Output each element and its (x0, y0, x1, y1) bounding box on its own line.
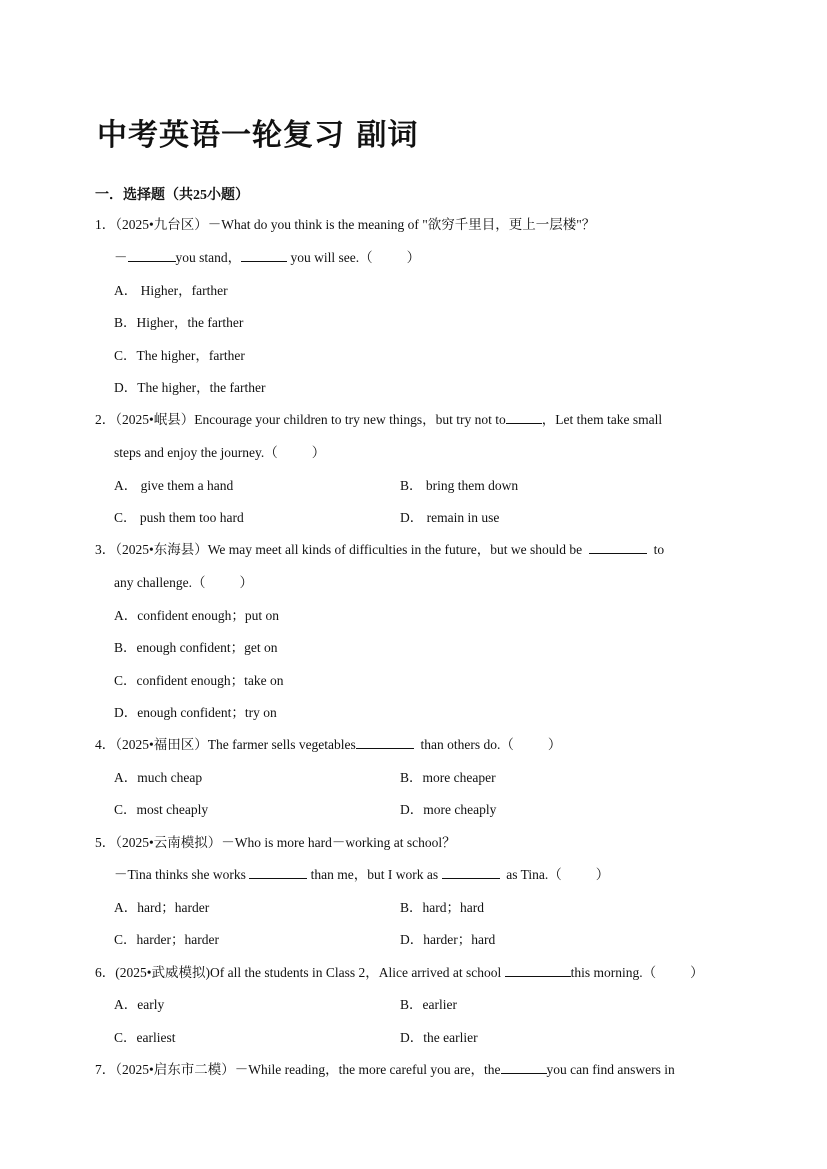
question-2-continuation (114, 444, 325, 462)
page-title: 中考英语一轮复习 副词 (97, 118, 419, 153)
question-2-source: （2025•岷县） (115, 412, 195, 427)
question-5-source: （2025•云南模拟） (115, 835, 222, 850)
question-2-number: 2． (95, 412, 116, 427)
question-5-text: －Who is more hard－working at school？ (221, 835, 456, 850)
option-5c: C．harder；harder (114, 932, 219, 947)
question-3-source: （2025•东海县） (115, 542, 208, 557)
question-1-number: 1． (95, 217, 116, 232)
question-1-stem (95, 216, 595, 234)
question-1-source: （2025•九台区） (115, 217, 208, 232)
answer-blank (241, 249, 287, 262)
question-6-number: 6． (95, 965, 116, 980)
option-1b: B．Higher，the farther (114, 315, 244, 330)
option-4c: C．most cheaply (114, 802, 209, 817)
question-2-text-b: ，Let them take small (541, 412, 663, 427)
answer-blank (249, 866, 307, 879)
question-2-stem (95, 411, 662, 429)
question-4-stem (95, 736, 561, 754)
question-2-paren-close: ） (311, 445, 326, 460)
question-4-paren-close: ） (547, 737, 562, 752)
option-5d: D．harder；hard (400, 932, 496, 947)
question-3-paren-close: ） (239, 575, 253, 590)
option-1c: C．The higher，farther (114, 348, 245, 363)
question-3-text-b: to (653, 542, 665, 557)
section-heading: 一．选择题（共25小题） (95, 188, 249, 203)
question-1-text-b: you stand， (175, 250, 242, 265)
option-3a: A．confident enough；put on (114, 608, 279, 623)
question-4-text-b: than others do.（ (420, 737, 514, 752)
question-6-text-b: this morning.（ (570, 965, 657, 980)
question-5-paren-close: ） (595, 867, 610, 882)
answer-blank (356, 736, 414, 749)
option-3b: B．enough confident；get on (114, 640, 278, 655)
question-4-source: （2025•福田区） (115, 737, 208, 752)
question-2-cont: steps and enjoy the journey.（ (114, 445, 278, 460)
option-3c: C．confident enough；take on (114, 673, 284, 688)
question-7-text: －While reading，the more careful you are，the (234, 1062, 501, 1077)
question-3-stem (95, 541, 664, 559)
question-1-continuation (114, 249, 420, 267)
question-7-number: 7． (95, 1062, 116, 1077)
question-7-source: （2025•启东市二模） (115, 1062, 235, 1077)
option-4d: D．more cheaply (400, 802, 497, 817)
option-6b: B．earlier (400, 997, 457, 1012)
option-2c: C． push them too hard (114, 510, 244, 525)
option-4a: A．much cheap (114, 770, 203, 785)
answer-blank (501, 1061, 547, 1074)
question-6-text: Of all the students in Class 2，Alice arrived at school (209, 965, 502, 980)
answer-blank (506, 411, 542, 424)
question-3-cont: any challenge.（ (114, 575, 206, 590)
option-5b: B．hard；hard (400, 900, 484, 915)
answer-blank (442, 866, 500, 879)
option-1d: D．The higher，the farther (114, 380, 266, 395)
question-7-text-b: you can find answers in (546, 1062, 675, 1077)
option-2b: B． bring them down (400, 478, 519, 493)
question-6-source: (2025•武威模拟) (115, 965, 210, 980)
question-5-number: 5． (95, 835, 116, 850)
option-4b: B．more cheaper (400, 770, 496, 785)
option-6d: D．the earlier (400, 1030, 478, 1045)
question-5-text-c: as Tina.（ (506, 867, 562, 882)
option-6a: A．early (114, 997, 165, 1012)
answer-blank (505, 964, 571, 977)
answer-blank (589, 541, 647, 554)
option-5a: A．hard；harder (114, 900, 210, 915)
question-4-number: 4． (95, 737, 116, 752)
option-2d: D． remain in use (400, 510, 500, 525)
question-1-text: －What do you think is the meaning of "欲穷千里目，更上一层楼"？ (207, 217, 596, 232)
question-5-text-b: than me，but I work as (310, 867, 439, 882)
answer-blank (128, 249, 176, 262)
question-4-text: The farmer sells vegetables (207, 737, 356, 752)
question-3-number: 3． (95, 542, 116, 557)
option-3d: D．enough confident；try on (114, 705, 277, 720)
question-3-text: We may meet all kinds of difficulties in the future，but we should be (207, 542, 583, 557)
question-6-paren-close: ） (690, 965, 704, 980)
question-5-text-a: －Tina thinks she works (114, 867, 246, 882)
option-1a: A． Higher，farther (114, 283, 228, 298)
option-2a: A． give them a hand (114, 478, 234, 493)
question-1-paren-close: ） (406, 250, 421, 265)
option-6c: C．earliest (114, 1030, 176, 1045)
question-1-text-c: you will see.（ (290, 250, 373, 265)
question-5-continuation (114, 866, 609, 884)
question-2-text: Encourage your children to try new things，but try not to (194, 412, 506, 427)
question-3-continuation (114, 574, 253, 592)
question-6-stem (95, 964, 704, 982)
question-7-stem (95, 1061, 675, 1079)
question-1-dash: － (114, 250, 128, 265)
question-5-stem (95, 834, 456, 852)
